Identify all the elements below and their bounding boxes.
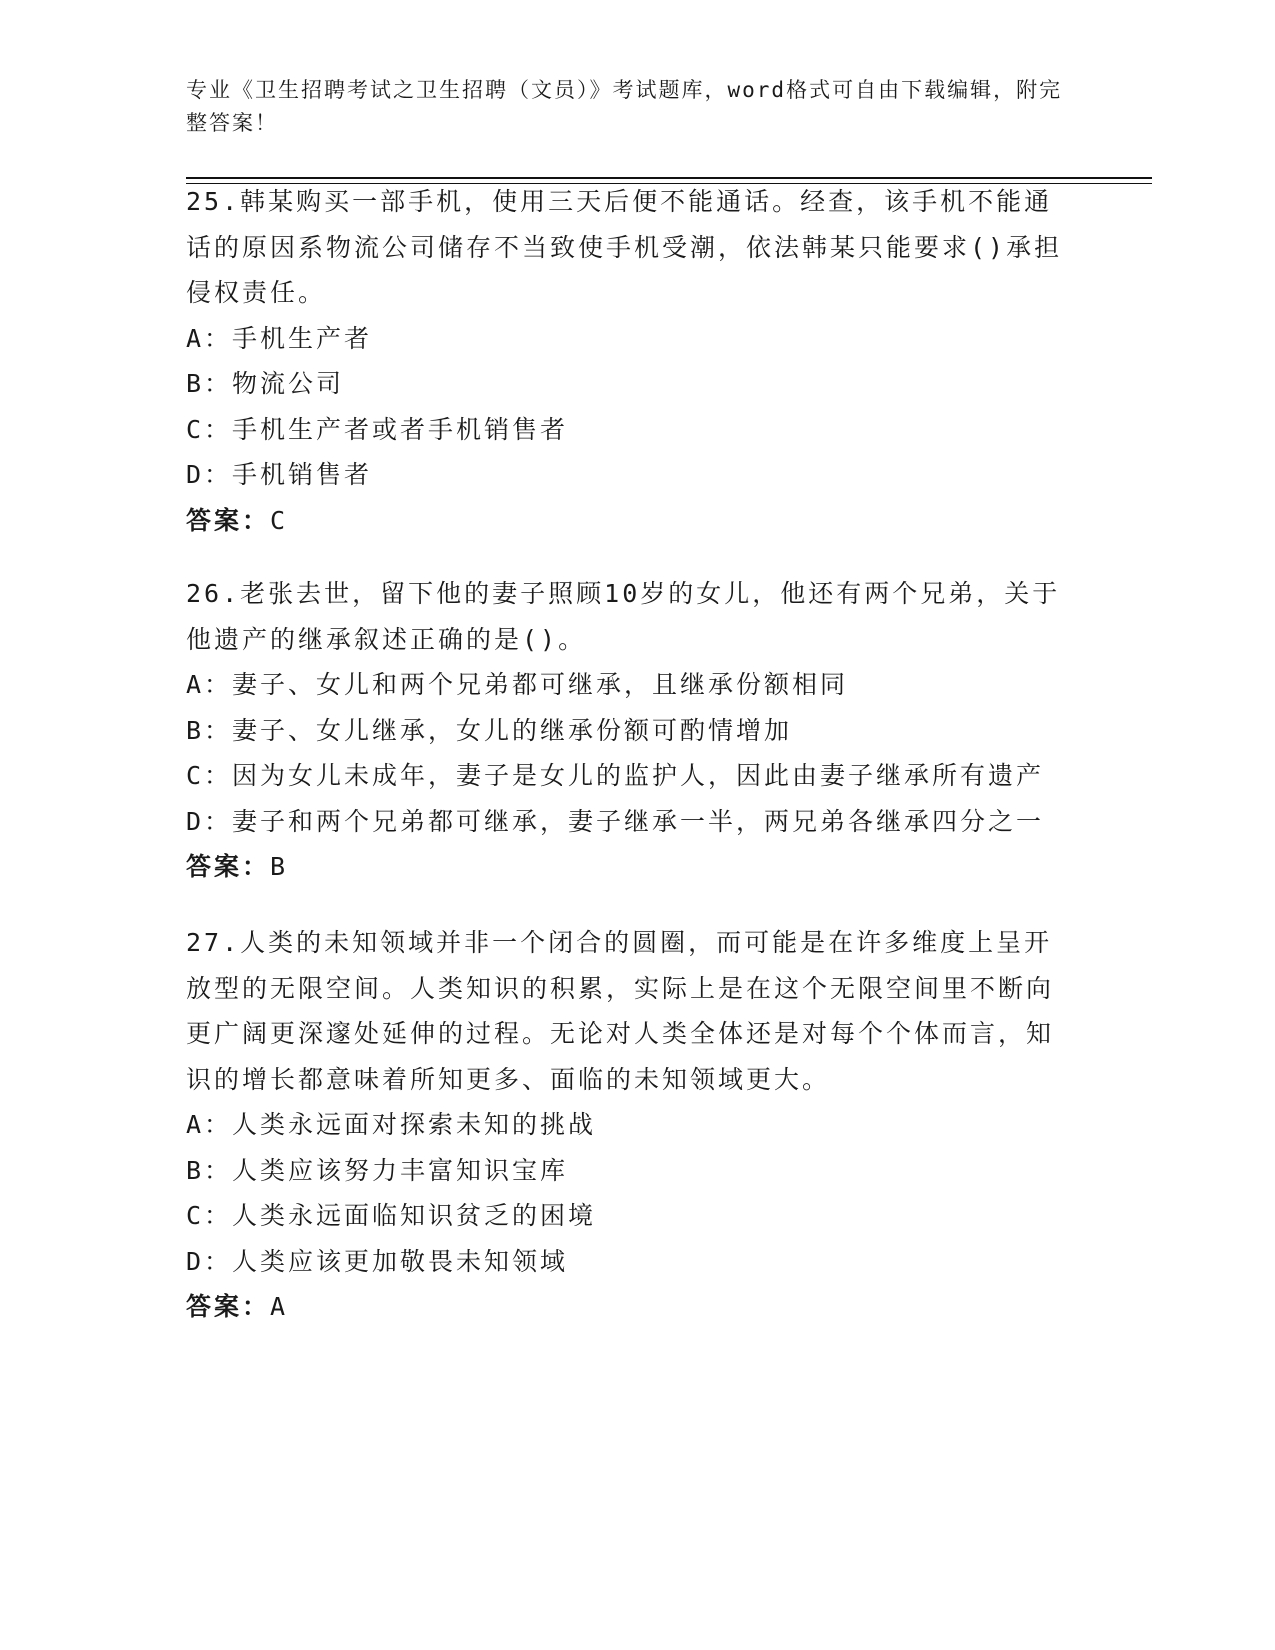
option-a: A：手机生产者: [186, 323, 373, 353]
document-header: 专业《卫生招聘考试之卫生招聘（文员）》考试题库，word格式可自由下载编辑，附完整答案！: [186, 78, 1063, 135]
option-b: B：人类应该努力丰富知识宝库: [186, 1155, 569, 1185]
answer-value: C: [270, 505, 289, 535]
question-25: [186, 179, 1076, 543]
option-c: C：人类永远面临知识贫乏的困境: [186, 1201, 597, 1230]
option-c: C：手机生产者或者手机销售者: [186, 414, 569, 444]
option-b: B：物流公司: [186, 369, 345, 398]
answer-line: [186, 844, 1076, 890]
question-stem: 27.人类的未知领域并非一个闭合的圆圈，而可能是在许多维度上呈开放型的无限空间。人类知识的积累，实际上是在这个无限空间里不断向更广阔更深邃处延伸的过程。无论对人类全体还是对每个个体而言，知识的增长都意味着所知更多、面临的未知领域更大。: [186, 928, 1055, 1094]
option-b: B：妻子、女儿继承，女儿的继承份额可酌情增加: [186, 715, 793, 745]
answer-label: 答案：: [186, 505, 271, 535]
answer-value: A: [270, 1292, 289, 1321]
option-d: D：手机销售者: [186, 460, 373, 489]
question-stem: 25.韩某购买一部手机，使用三天后便不能通话。经查，该手机不能通话的原因系物流公司储存不当致使手机受潮，依法韩某只能要求()承担侵权责任。: [186, 187, 1063, 307]
question-stem: 26.老张去世，留下他的妻子照顾10岁的女儿，他还有两个兄弟，关于他遗产的继承叙述正确的是()。: [186, 579, 1061, 654]
question-27: [186, 920, 1076, 1330]
answer-line: [186, 498, 1076, 544]
option-a: A：妻子、女儿和两个兄弟都可继承，且继承份额相同: [186, 670, 849, 699]
option-c: C：因为女儿未成年，妻子是女儿的监护人，因此由妻子继承所有遗产: [186, 761, 1045, 790]
answer-label: 答案：: [186, 852, 271, 881]
option-a: A：人类永远面对探索未知的挑战: [186, 1110, 597, 1139]
answer-line: [186, 1284, 1076, 1330]
question-26: [186, 571, 1076, 890]
option-d: D：妻子和两个兄弟都可继承，妻子继承一半，两兄弟各继承四分之一: [186, 806, 1045, 836]
answer-label: 答案：: [186, 1292, 271, 1321]
option-d: D：人类应该更加敬畏未知领域: [186, 1246, 569, 1276]
answer-value: B: [270, 852, 289, 881]
